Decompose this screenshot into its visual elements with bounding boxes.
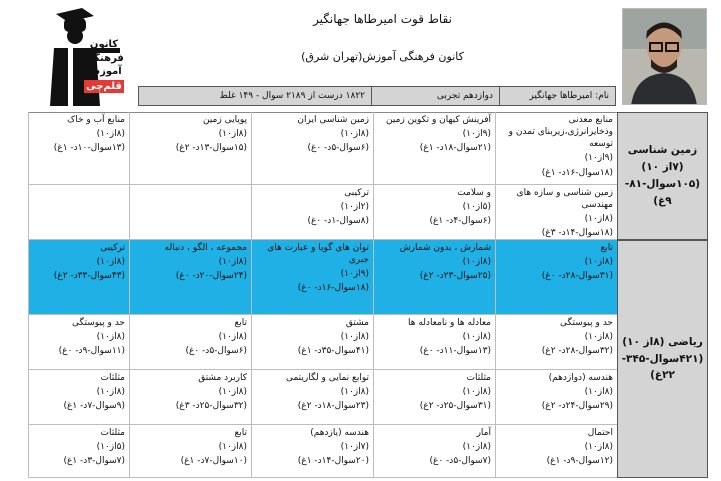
topic-title: مثلثات — [466, 373, 491, 383]
topic-title: زمین شناسی و سازه های مهندسی — [516, 188, 613, 211]
student-stats: ۱۸۲۲ درست از ۲۱۸۹ سوال - ۱۴۹ غلط — [219, 91, 365, 101]
topic-title: پویایی زمین — [202, 115, 247, 125]
topic-stats: (۱۳سوال-۱۱د- ۰غ) — [419, 346, 491, 357]
topic-score: (۸از۱۰) — [584, 442, 613, 453]
topic-stats: (۱۰سوال-۷د- ۱غ) — [180, 456, 247, 467]
topic-title: و سلامت — [457, 188, 491, 198]
topic-cell — [129, 425, 251, 478]
topic-cell — [28, 315, 129, 370]
logo-text-2: فرهنگی — [84, 52, 124, 64]
topic-stats: (۷سوال-۵د- ۰غ) — [429, 456, 491, 467]
topic-stats: (۲۴سوال-۲۰د- ۰غ) — [175, 271, 247, 282]
topic-cell — [28, 112, 129, 185]
topic-stats: (۹سوال-۷د- ۱غ) — [63, 401, 125, 412]
logo-text-4: قلم‌چی — [84, 80, 124, 94]
topic-stats: (۱۱سوال-۹د- ۰غ) — [58, 346, 125, 357]
topic-stats: (۳۱سوال-۲۸د- ۰غ) — [541, 271, 613, 282]
topic-stats: (۱۸سوال-۱۶د- ۰غ) — [297, 283, 369, 294]
topic-score: (۸از۱۰) — [340, 387, 369, 398]
topic-stats: (۶سوال-۵د- ۰غ) — [307, 143, 369, 154]
topic-stats: (۷سوال-۳د- ۱غ) — [63, 456, 125, 467]
topic-cell — [28, 425, 129, 478]
topic-title: هندسه (یازدهم) — [310, 428, 369, 438]
topic-title: آفرینش کیهان و تکوین زمین — [386, 115, 491, 125]
topic-cell — [373, 112, 495, 185]
topic-title: توان های گویا و عبارت های جبری — [267, 243, 369, 266]
topic-cell — [28, 370, 129, 425]
topic-stats: (۴۱سوال-۳۵د- ۱غ) — [297, 346, 369, 357]
topic-cell — [251, 185, 373, 240]
topic-title: شمارش ، بدون شمارش — [399, 243, 491, 253]
topic-score: (۸از۱۰) — [218, 332, 247, 343]
topic-title: هندسه (دوازدهم) — [548, 373, 613, 383]
topic-score: (۹از۱۰) — [584, 153, 613, 164]
topic-stats: (۶سوال-۵د- ۰غ) — [185, 346, 247, 357]
topic-cell — [251, 315, 373, 370]
topic-title: زمین شناسی ایران — [297, 115, 369, 125]
student-photo — [622, 8, 707, 105]
topic-cell — [495, 112, 617, 185]
topic-score: (۸از۱۰) — [96, 387, 125, 398]
student-grade: دوازدهم تجربی — [371, 87, 499, 105]
topic-title: حد و پیوستگی — [560, 318, 613, 328]
topic-stats: (۱۵سوال-۱۳د- ۲غ) — [175, 143, 247, 154]
topic-title: تابع — [234, 428, 247, 438]
topic-title: تابع — [234, 318, 247, 328]
topic-score: (۸از۱۰) — [584, 387, 613, 398]
topic-stats: (۳۱سوال-۲۵د- ۲غ) — [419, 401, 491, 412]
topic-score: (۸از۱۰) — [96, 332, 125, 343]
topic-cell — [251, 112, 373, 185]
topic-cell — [495, 425, 617, 478]
topic-title: حد و پیوستگی — [72, 318, 125, 328]
topic-title: معادله ها و نامعادله ها — [408, 318, 491, 328]
student-info-bar — [138, 86, 616, 106]
logo-text-3: آموزش — [86, 66, 122, 77]
topic-cell — [251, 240, 373, 315]
topic-score: (۹از۱۰) — [340, 269, 369, 280]
topic-score: (۸از۱۰) — [462, 442, 491, 453]
topic-score: (۸از۱۰) — [96, 257, 125, 268]
topic-cell — [28, 240, 129, 315]
topic-cell — [251, 370, 373, 425]
topic-stats: (۳۲سوال-۲۸د- ۲غ) — [541, 346, 613, 357]
topic-score: (۸از۱۰) — [340, 129, 369, 140]
topic-stats: (۲۵سوال-۲۳د- ۲غ) — [419, 271, 491, 282]
topic-cell — [129, 112, 251, 185]
topic-cell — [129, 240, 251, 315]
topic-cell — [373, 240, 495, 315]
topic-cell — [373, 185, 495, 240]
topic-title: توابع نمایی و لگاریتمی — [285, 373, 369, 383]
topic-score: (۵از۱۰) — [96, 442, 125, 453]
person-photo-icon — [622, 9, 706, 105]
topic-title: کاربرد مشتق — [198, 373, 247, 383]
topic-score: (۸از۱۰) — [218, 442, 247, 453]
topic-stats: (۱۳سوال-۱۰د- ۱غ) — [53, 143, 125, 154]
topic-stats: (۲۳سوال-۱۸د- ۲غ) — [297, 401, 369, 412]
topic-cell — [373, 315, 495, 370]
topic-stats: (۸سوال-۱د- ۰غ) — [307, 216, 369, 227]
kanoon-logo — [20, 8, 130, 106]
topic-title: ترکیبی — [100, 243, 125, 253]
topic-cell — [129, 185, 251, 240]
topic-score: (۸از۱۰) — [584, 214, 613, 225]
topic-cell — [129, 370, 251, 425]
topic-cell — [495, 185, 617, 240]
topic-score: (۸از۱۰) — [584, 257, 613, 268]
topic-title: مجموعه ، الگو ، دنباله — [164, 243, 247, 253]
topic-score: (۸از۱۰) — [462, 257, 491, 268]
topic-stats: (۱۸سوال-۱۴د- ۳غ) — [541, 228, 613, 239]
topic-cell — [373, 425, 495, 478]
topic-title: منابع معدنی وذخایرانرژی،زیربنای تمدن و توسعه — [508, 115, 613, 150]
topic-score: (۸از۱۰) — [218, 387, 247, 398]
page-subtitle: کانون فرهنگی آموزش(تهران شرق) — [301, 50, 464, 63]
logo-text-1: کانون — [89, 39, 119, 50]
topic-title: آمار — [476, 428, 491, 438]
topic-score: (۹از۱۰) — [462, 129, 491, 140]
topic-score: (۷از۱۰) — [340, 442, 369, 453]
topic-score: (۸از۱۰) — [462, 332, 491, 343]
topic-score: (۸از۱۰) — [340, 332, 369, 343]
topic-cell — [28, 185, 129, 240]
topic-title: احتمال — [587, 428, 613, 438]
topic-score: (۲از۱۰) — [340, 202, 369, 213]
topic-stats: (۳۲سوال-۲۵د- ۳غ) — [175, 401, 247, 412]
subject-label: زمین شناسی (۷از ۱۰) (۱۰۵سوال-۸۱- ۹غ) — [617, 112, 708, 240]
topic-score: (۸از۱۰) — [96, 129, 125, 140]
topic-cell — [495, 370, 617, 425]
topic-title: تابع — [600, 243, 613, 253]
topic-title: منابع آب و خاک — [67, 115, 125, 125]
topic-score: (۸از۱۰) — [584, 332, 613, 343]
topic-title: مثلثات — [100, 373, 125, 383]
topic-score: (۸از۱۰) — [218, 129, 247, 140]
topic-score: (۵از۱۰) — [462, 202, 491, 213]
topic-stats: (۲۱سوال-۱۸د- ۱غ) — [419, 143, 491, 154]
topic-stats: (۲۰سوال-۱۴د- ۱غ) — [297, 456, 369, 467]
topic-cell — [373, 370, 495, 425]
student-name: نام: امیرطاها جهانگیر — [499, 87, 615, 105]
topic-stats: (۶سوال-۴د- ۱غ) — [429, 216, 491, 227]
page-title: نقاط قوت امیرطاها جهانگیر — [313, 12, 452, 26]
topic-stats: (۲۹سوال-۲۴د- ۲غ) — [541, 401, 613, 412]
subject-label: ریاضی (۸از ۱۰) (۴۲۱سوال-۳۴۵- ۲۲غ) — [617, 240, 708, 478]
topic-stats: (۴۳سوال-۳۳د- ۲غ) — [53, 271, 125, 282]
topic-cell — [251, 425, 373, 478]
topic-title: مشتق — [345, 318, 369, 328]
topic-stats: (۱۲سوال-۹د- ۱غ) — [546, 456, 613, 467]
topic-cell — [495, 240, 617, 315]
topic-score: (۸از۱۰) — [218, 257, 247, 268]
topic-stats: (۱۸سوال-۱۶د- ۱غ) — [541, 167, 613, 178]
topic-cell — [495, 315, 617, 370]
topic-score: (۸از۱۰) — [462, 387, 491, 398]
topic-title: مثلثات — [100, 428, 125, 438]
topic-cell — [129, 315, 251, 370]
topic-title: ترکیبی — [344, 188, 369, 198]
